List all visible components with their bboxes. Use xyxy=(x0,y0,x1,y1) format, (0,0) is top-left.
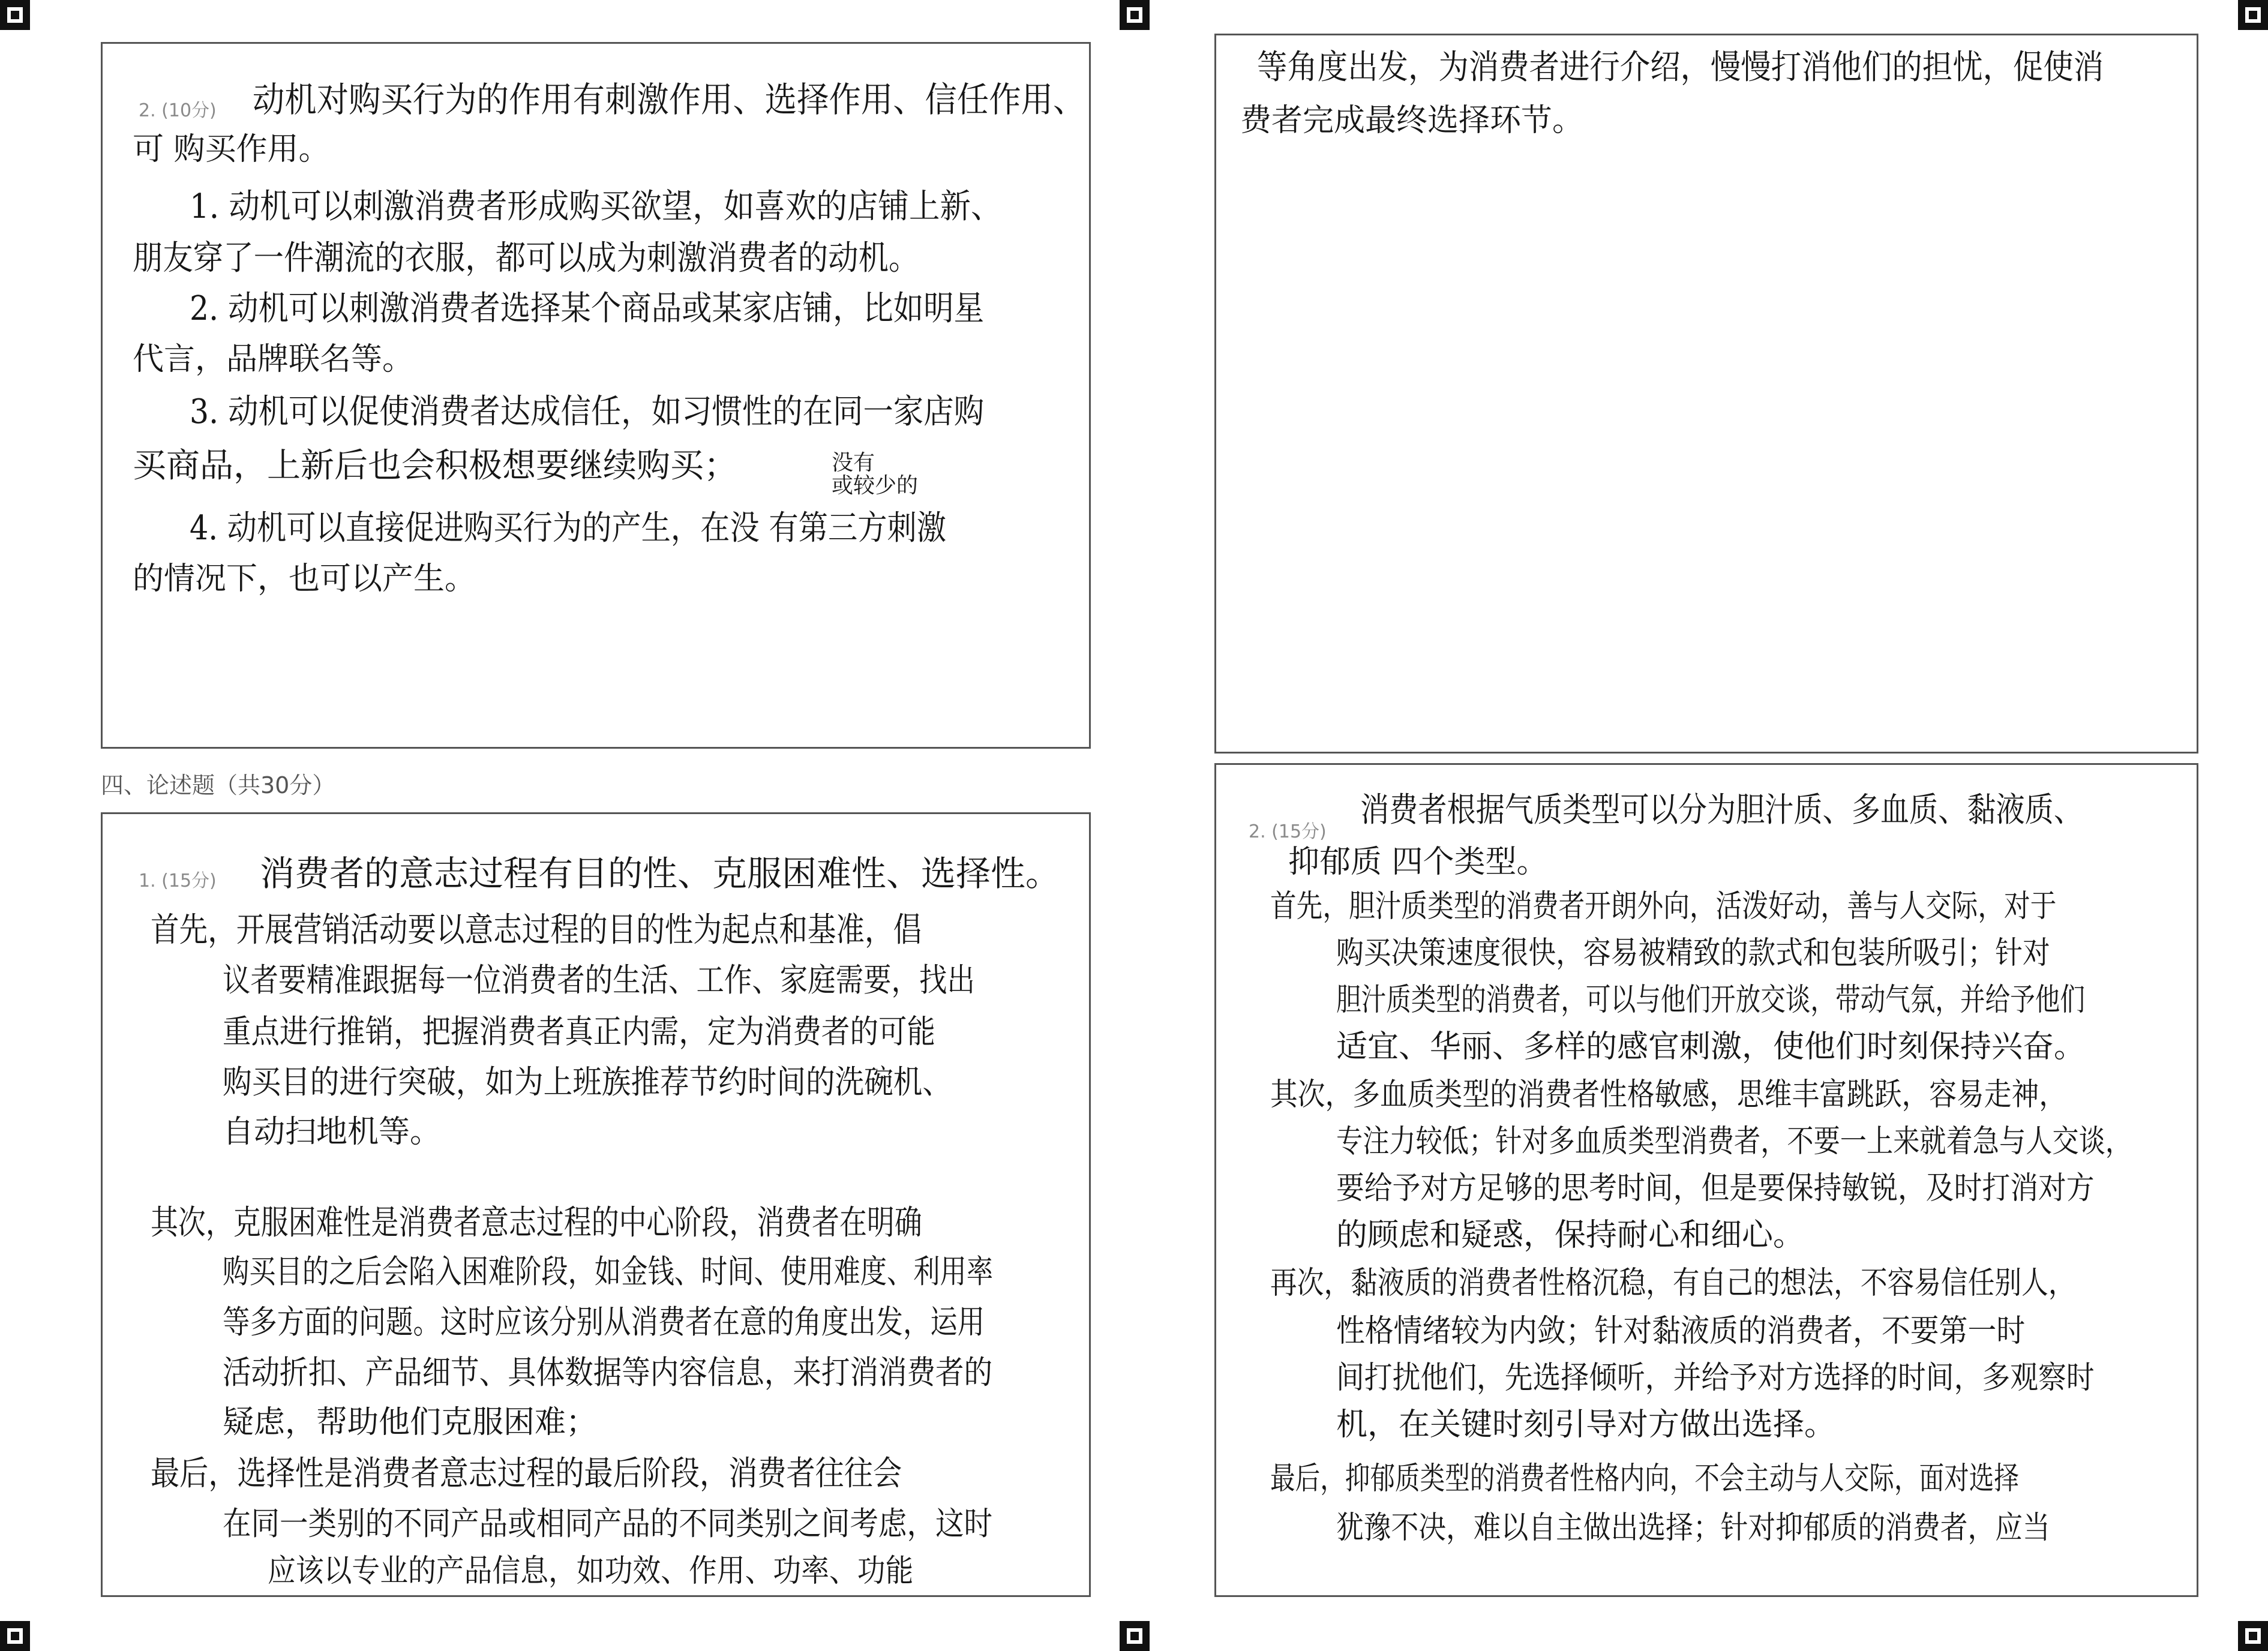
answer-line: 4. 动机可以直接促进购买行为的产生，在没 有第三方刺激 xyxy=(190,509,947,548)
answer-box-continuation xyxy=(1214,34,2198,754)
answer-line: 动机对购买行为的作用有刺激作用、选择作用、信任作用、 xyxy=(253,79,1085,120)
question-label: 2. (15分) xyxy=(1249,821,1327,842)
answer-line: 首先，开展营销活动要以意志过程的目的性为起点和基准，倡 xyxy=(151,911,922,950)
insert-annotation: 没有 或较少的 xyxy=(832,451,919,498)
answer-line: 买商品，上新后也会积极想要继续购买； xyxy=(133,446,737,485)
answer-line: 的顾虑和疑惑，保持耐心和细心。 xyxy=(1336,1217,1805,1253)
question-label: 1. (15分) xyxy=(139,870,217,891)
answer-line: 抑郁质 四个类型。 xyxy=(1288,844,1548,880)
answer-box-q1 xyxy=(101,812,1091,1597)
answer-line: 适宜、华丽、多样的感官刺激，使他们时刻保持兴奋。 xyxy=(1336,1029,2086,1065)
registration-marker-bottom-center xyxy=(1120,1621,1150,1651)
answer-line: 专注力较低；针对多血质类型消费者，不要一上来就着急与人交谈， xyxy=(1336,1124,2132,1160)
answer-line: 首先，胆汁质类型的消费者开朗外向，活泼好动，善与人交际，对于 xyxy=(1270,888,2057,924)
answer-line: 等多方面的问题。这时应该分别从消费者在意的角度出发，运用 xyxy=(223,1303,985,1341)
answer-line: 消费者根据气质类型可以分为胆汁质、多血质、黏液质、 xyxy=(1360,791,2083,830)
question-label: 2. (10分) xyxy=(139,100,217,121)
section-title: 四、论述题（共30分） xyxy=(101,772,335,799)
answer-line: 犹豫不决，难以自主做出选择；针对抑郁质的消费者，应当 xyxy=(1336,1510,2050,1546)
answer-line: 议者要精准跟据每一位消费者的生活、工作、家庭需要，找出 xyxy=(223,961,975,999)
answer-line: 购买决策速度很快，容易被精致的款式和包装所吸引；针对 xyxy=(1336,935,2050,971)
registration-marker-top-center xyxy=(1120,0,1150,30)
answer-line: 重点进行推销，把握消费者真正内需，定为消费者的可能 xyxy=(223,1013,935,1050)
answer-line: 最后，抑郁质类型的消费者性格内向，不会主动与人交际，面对选择 xyxy=(1270,1461,2020,1497)
answer-line: 最后，选择性是消费者意志过程的最后阶段，消费者往往会 xyxy=(151,1454,902,1493)
answer-box-q2-short xyxy=(101,42,1091,749)
answer-line: 胆汁质类型的消费者，可以与他们开放交谈，带动气氛，并给予他们 xyxy=(1336,982,2086,1018)
answer-line: 购买目的进行突破，如为上班族推荐节约时间的洗碗机、 xyxy=(223,1063,952,1101)
answer-line: 的情况下，也可以产生。 xyxy=(133,561,476,597)
answer-line: 朋友穿了一件潮流的衣服，都可以成为刺激消费者的动机。 xyxy=(133,239,919,278)
answer-line: 间打扰他们，先选择倾听，并给予对方选择的时间，多观察时 xyxy=(1336,1360,2095,1396)
answer-line: 3. 动机可以促使消费者达成信任，如习惯性的在同一家店购 xyxy=(190,392,985,431)
registration-marker-top-right xyxy=(2238,0,2268,30)
answer-line: 其次，多血质类型的消费者性格敏感，思维丰富跳跃，容易走神， xyxy=(1270,1077,2067,1113)
answer-line: 1. 动机可以刺激消费者形成购买欲望，如喜欢的店铺上新、 xyxy=(190,187,1002,226)
answer-line: 活动折扣、产品细节、具体数据等内容信息，来打消消费者的 xyxy=(223,1353,993,1391)
answer-line: 等角度出发，为消费者进行介绍，慢慢打消他们的担忧，促使消 xyxy=(1257,48,2104,87)
answer-line: 其次，克服困难性是消费者意志过程的中心阶段，消费者在明确 xyxy=(151,1203,922,1242)
answer-line: 要给予对方足够的思考时间，但是要保持敏锐，及时打消对方 xyxy=(1336,1170,2095,1206)
registration-marker-bottom-left xyxy=(0,1621,30,1651)
answer-line: 性格情绪较为内敛；针对黏液质的消费者，不要第一时 xyxy=(1336,1313,2026,1349)
answer-line: 机，在关键时刻引导对方做出选择。 xyxy=(1336,1407,1836,1443)
answer-line: 购买目的之后会陷入困难阶段，如金钱、时间、使用难度、利用率 xyxy=(223,1253,994,1290)
answer-line: 代言，品牌联名等。 xyxy=(133,341,414,377)
registration-marker-top-left xyxy=(0,0,30,30)
answer-line: 可 购买作用。 xyxy=(133,131,330,167)
answer-line: 自动扫地机等。 xyxy=(223,1114,442,1150)
answer-box-q2-long xyxy=(1214,763,2198,1597)
answer-line: 疑虑，帮助他们克服困难； xyxy=(223,1404,598,1440)
registration-marker-bottom-right xyxy=(2238,1621,2268,1651)
answer-line: 再次，黏液质的消费者性格沉稳，有自己的想法，不容易信任别人， xyxy=(1270,1265,2075,1301)
answer-line: 消费者的意志过程有目的性、克服困难性、选择性。 xyxy=(260,853,1061,894)
answer-line: 应该以专业的产品信息，如功效、作用、功率、功能 xyxy=(268,1553,914,1589)
answer-line: 在同一类别的不同产品或相同产品的不同类别之间考虑，这时 xyxy=(223,1505,993,1542)
answer-line: 2. 动机可以刺激消费者选择某个商品或某家店铺，比如明星 xyxy=(190,289,985,328)
answer-line: 费者完成最终选择环节。 xyxy=(1240,103,1584,139)
